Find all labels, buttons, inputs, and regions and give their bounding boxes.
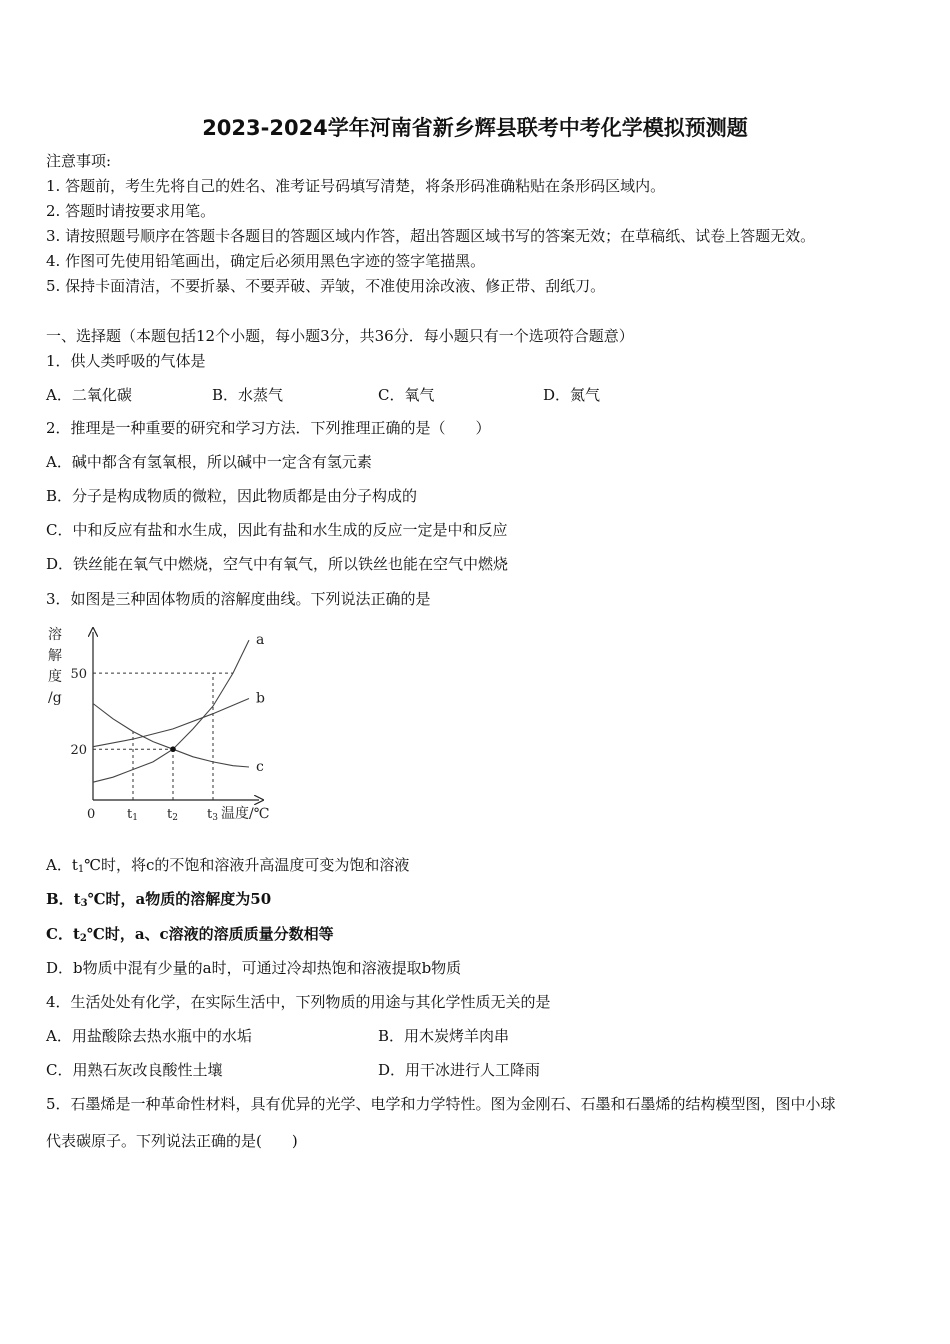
y-tick-label: 50 [70, 667, 87, 683]
q3-option-a-sub: 1 [77, 864, 85, 875]
notice-item: 5. 保持卡面清洁，不要折暴、不要弄破、弄皱，不准使用涂改液、修正带、刮纸刀。 [46, 277, 606, 295]
intersection-point [170, 746, 176, 752]
notice-heading: 注意事项: [46, 152, 112, 170]
question-2-stem: 2．推理是一种重要的研究和学习方法．下列推理正确的是（ ） [46, 419, 491, 437]
q2-option-d: D．铁丝能在氧气中燃烧，空气中有氧气，所以铁丝也能在空气中燃烧 [46, 555, 509, 573]
notice-item: 1. 答题前，考生先将自己的姓名、准考证号码填写清楚，将条形码准确粘贴在条形码区域内。 [46, 177, 666, 195]
x-tick-sub: 2 [172, 813, 178, 823]
question-5-stem-line1: 5．石墨烯是一种革命性材料，具有优异的光学、电学和力学特性。图为金刚石、石墨和石墨烯的结构模型图，图中小球 [46, 1095, 836, 1113]
y-tick-label: 20 [70, 743, 87, 759]
question-3-stem: 3．如图是三种固体物质的溶解度曲线。下列说法正确的是 [46, 590, 431, 608]
notice-item: 4. 作图可先使用铅笔画出，确定后必须用黑色字迹的签字笔描黑。 [46, 252, 486, 270]
section-heading: 一、选择题（本题包括12个小题，每小题3分，共36分．每小题只有一个选项符合题意） [46, 327, 634, 345]
page-title: 2023-2024学年河南省新乡辉县联考中考化学模拟预测题 [202, 116, 748, 140]
solubility-chart [44, 620, 284, 830]
x-tick-label: t3 [207, 807, 218, 823]
q3-option-a-text: A．t [46, 856, 78, 874]
series-label-a: a [256, 632, 265, 649]
notice-item: 2. 答题时请按要求用笔。 [46, 202, 216, 220]
q3-option-b [46, 889, 271, 914]
q3-option-a [46, 855, 409, 880]
q1-option-b: B．水蒸气 [212, 386, 284, 404]
q2-option-c: C．中和反应有盐和水生成，因此有盐和水生成的反应一定是中和反应 [46, 521, 508, 539]
q3-option-c-text: C．t [46, 925, 80, 943]
q2-option-a: A．碱中都含有氢氧根，所以碱中一定含有氢元素 [46, 453, 372, 471]
y-axis-label: /g [48, 690, 62, 706]
x-tick-label: 0 [87, 807, 96, 822]
curve-a [93, 640, 249, 782]
curve-c [93, 704, 249, 768]
y-axis-label: 解 [48, 648, 62, 664]
q4-option-d: D．用干冰进行人工降雨 [378, 1061, 541, 1079]
series-label-b: b [256, 690, 265, 707]
question-4-stem: 4．生活处处有化学，在实际生活中，下列物质的用途与其化学性质无关的是 [46, 993, 551, 1011]
notice-item: 3. 请按照题号顺序在答题卡各题目的答题区域内作答，超出答题区域书写的答案无效；在草稿纸、试卷上答题无效。 [46, 227, 816, 245]
question-1-stem: 1．供人类呼吸的气体是 [46, 352, 206, 370]
x-tick-sub: 3 [212, 813, 218, 823]
y-axis-label: 溶 [48, 627, 62, 643]
q3-option-c-sub: 2 [79, 933, 87, 944]
x-tick-label: t1 [127, 807, 138, 823]
q4-option-a: A．用盐酸除去热水瓶中的水垢 [46, 1027, 252, 1045]
q1-option-c: C．氧气 [378, 386, 435, 404]
q4-option-c: C．用熟石灰改良酸性土壤 [46, 1061, 223, 1079]
q3-option-c-rest: ℃时，a、c溶液的溶质质量分数相等 [86, 925, 334, 943]
q4-option-b: B．用木炭烤羊肉串 [378, 1027, 510, 1045]
q3-option-b-sub: 3 [80, 898, 88, 909]
q1-option-d: D．氮气 [543, 386, 601, 404]
x-axis-label: 温度/℃ [221, 806, 270, 822]
q3-option-d: D．b物质中混有少量的a时，可通过冷却热饱和溶液提取b物质 [46, 959, 462, 977]
q2-option-b: B．分子是构成物质的微粒，因此物质都是由分子构成的 [46, 487, 418, 505]
series-label-c: c [256, 759, 264, 775]
q3-option-c [46, 924, 334, 949]
question-5-stem-line2: 代表碳原子。下列说法正确的是( ) [46, 1132, 298, 1150]
curve-b [93, 699, 249, 747]
q3-option-a-rest: ℃时，将c的不饱和溶液升高温度可变为饱和溶液 [84, 856, 410, 874]
q3-option-b-text: B．t [46, 890, 81, 908]
q1-option-a: A．二氧化碳 [46, 386, 132, 404]
x-tick-sub: 1 [132, 813, 138, 823]
y-axis-label: 度 [48, 669, 62, 685]
x-tick-label: t2 [167, 807, 178, 823]
q3-option-b-rest: ℃时，a物质的溶解度为50 [87, 890, 272, 908]
